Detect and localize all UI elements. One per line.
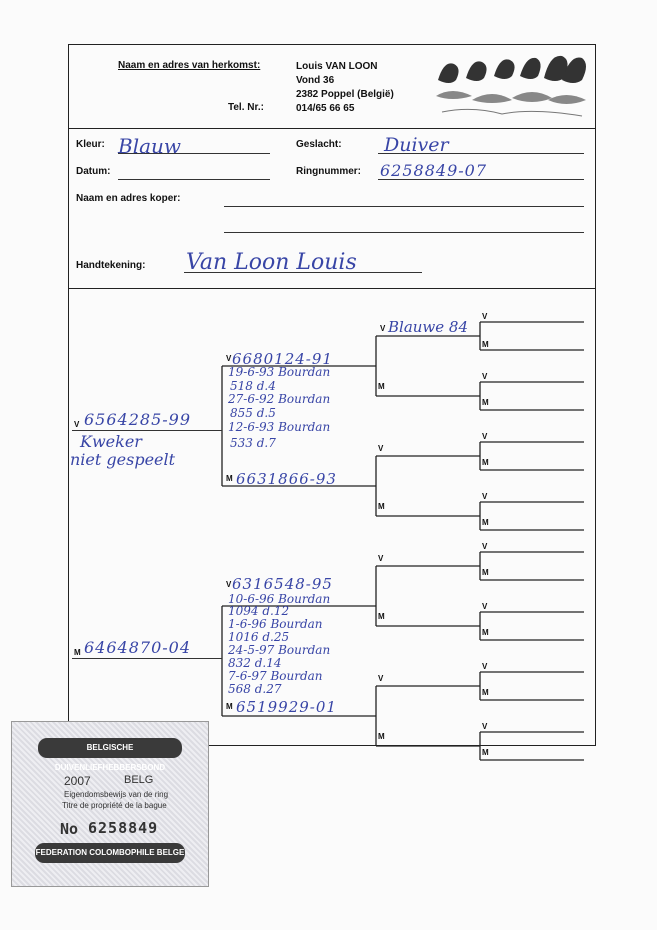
owner-street: Vond 36 <box>296 75 335 86</box>
origin-label: Naam en adres van herkomst: <box>118 60 261 71</box>
signature-label: Handtekening: <box>76 260 146 271</box>
father-line <box>72 430 222 431</box>
v-marker: V <box>226 580 232 589</box>
father-sire-ring[interactable]: 6680124-91 <box>232 350 333 368</box>
v-marker: V <box>482 542 488 551</box>
mother-sire-result: 832 d.14 <box>228 656 282 670</box>
v-marker: V <box>380 324 386 333</box>
mother-dam-ring[interactable]: 6519929-01 <box>236 698 337 716</box>
buyer-label: Naam en adres koper: <box>76 193 181 204</box>
owner-name: Louis VAN LOON <box>296 61 378 72</box>
m-marker: M <box>482 628 489 637</box>
color-value[interactable]: Blauw <box>118 134 182 158</box>
mother-sire-ring[interactable]: 6316548-95 <box>232 575 333 593</box>
mother-sire-result: 1016 d.25 <box>228 630 290 644</box>
v-marker: V <box>482 312 488 321</box>
mother-sire-result: 24-5-97 Bourdan <box>228 643 331 657</box>
m-marker: M <box>482 518 489 527</box>
father-sire-result: 533 d.7 <box>230 436 276 450</box>
v-marker: V <box>482 372 488 381</box>
mother-sire-result: 1-6-96 Bourdan <box>228 617 323 631</box>
m-marker: M <box>482 340 489 349</box>
mother-sire-result: 568 d.27 <box>228 682 282 696</box>
card-year: 2007 <box>64 774 91 788</box>
v-marker: V <box>482 492 488 501</box>
mother-sire-result: 7-6-97 Bourdan <box>228 669 323 683</box>
father-sire-result: 518 d.4 <box>230 379 276 393</box>
ring-ownership-card <box>11 721 209 887</box>
card-bottom-band: FEDERATION COLOMBOPHILE BELGE <box>35 843 185 863</box>
mother-line <box>72 658 222 659</box>
card-line-1: Eigendomsbewijs van de ring <box>64 790 169 799</box>
father-sire-result: 855 d.5 <box>230 406 276 420</box>
owner-phone: 014/65 66 65 <box>296 103 355 114</box>
sex-label: Geslacht: <box>296 139 342 150</box>
card-line-2: Titre de propriété de la bague <box>62 801 167 810</box>
father-note-2: niet gespeelt <box>70 450 176 469</box>
father-dam-ring[interactable]: 6631866-93 <box>236 470 337 488</box>
v-marker: V <box>482 432 488 441</box>
m-marker: M <box>482 398 489 407</box>
v-marker: V <box>378 674 384 683</box>
father-sire-result: 19-6-93 Bourdan <box>228 365 331 379</box>
sex-value[interactable]: Duiver <box>384 134 449 156</box>
m-marker: M <box>378 732 385 741</box>
color-label: Kleur: <box>76 139 105 150</box>
card-number: 6258849 <box>88 819 159 837</box>
v-marker: V <box>378 554 384 563</box>
m-marker: M <box>482 748 489 757</box>
m-marker: M <box>74 648 81 657</box>
father-sire-result: 12-6-93 Bourdan <box>228 420 331 434</box>
v-marker: V <box>482 662 488 671</box>
m-marker: M <box>482 568 489 577</box>
m-marker: M <box>482 458 489 467</box>
card-country: BELG <box>124 774 154 786</box>
v-marker: V <box>378 444 384 453</box>
ring-value[interactable]: 6258849-07 <box>380 161 488 180</box>
signature-value[interactable]: Van Loon Louis <box>186 250 357 275</box>
v-marker: V <box>482 602 488 611</box>
father-sire-result: 27-6-92 Bourdan <box>228 392 331 406</box>
v-marker: V <box>74 420 80 429</box>
ring-label: Ringnummer: <box>296 166 361 177</box>
m-marker: M <box>378 502 385 511</box>
father-sire-sire-name[interactable]: Blauwe 84 <box>388 318 468 336</box>
card-number-prefix: No <box>60 820 79 838</box>
father-ring[interactable]: 6564285-99 <box>84 410 192 429</box>
owner-city: 2382 Poppel (België) <box>296 89 394 100</box>
mother-sire-result: 1094 d.12 <box>228 604 290 618</box>
m-marker: M <box>378 382 385 391</box>
mother-ring[interactable]: 6464870-04 <box>84 638 192 657</box>
mother-sire-result: 10-6-96 Bourdan <box>228 592 331 606</box>
m-marker: M <box>482 688 489 697</box>
m-marker: M <box>378 612 385 621</box>
v-marker: V <box>482 722 488 731</box>
phone-label: Tel. Nr.: <box>228 102 264 113</box>
card-top-band: BELGISCHE DUIVENLIEFHEBBERSBOND <box>38 738 182 758</box>
m-marker: M <box>226 702 233 711</box>
m-marker: M <box>226 474 233 483</box>
v-marker: V <box>226 354 232 363</box>
father-note-1: Kweker <box>80 432 142 451</box>
date-label: Datum: <box>76 166 111 177</box>
